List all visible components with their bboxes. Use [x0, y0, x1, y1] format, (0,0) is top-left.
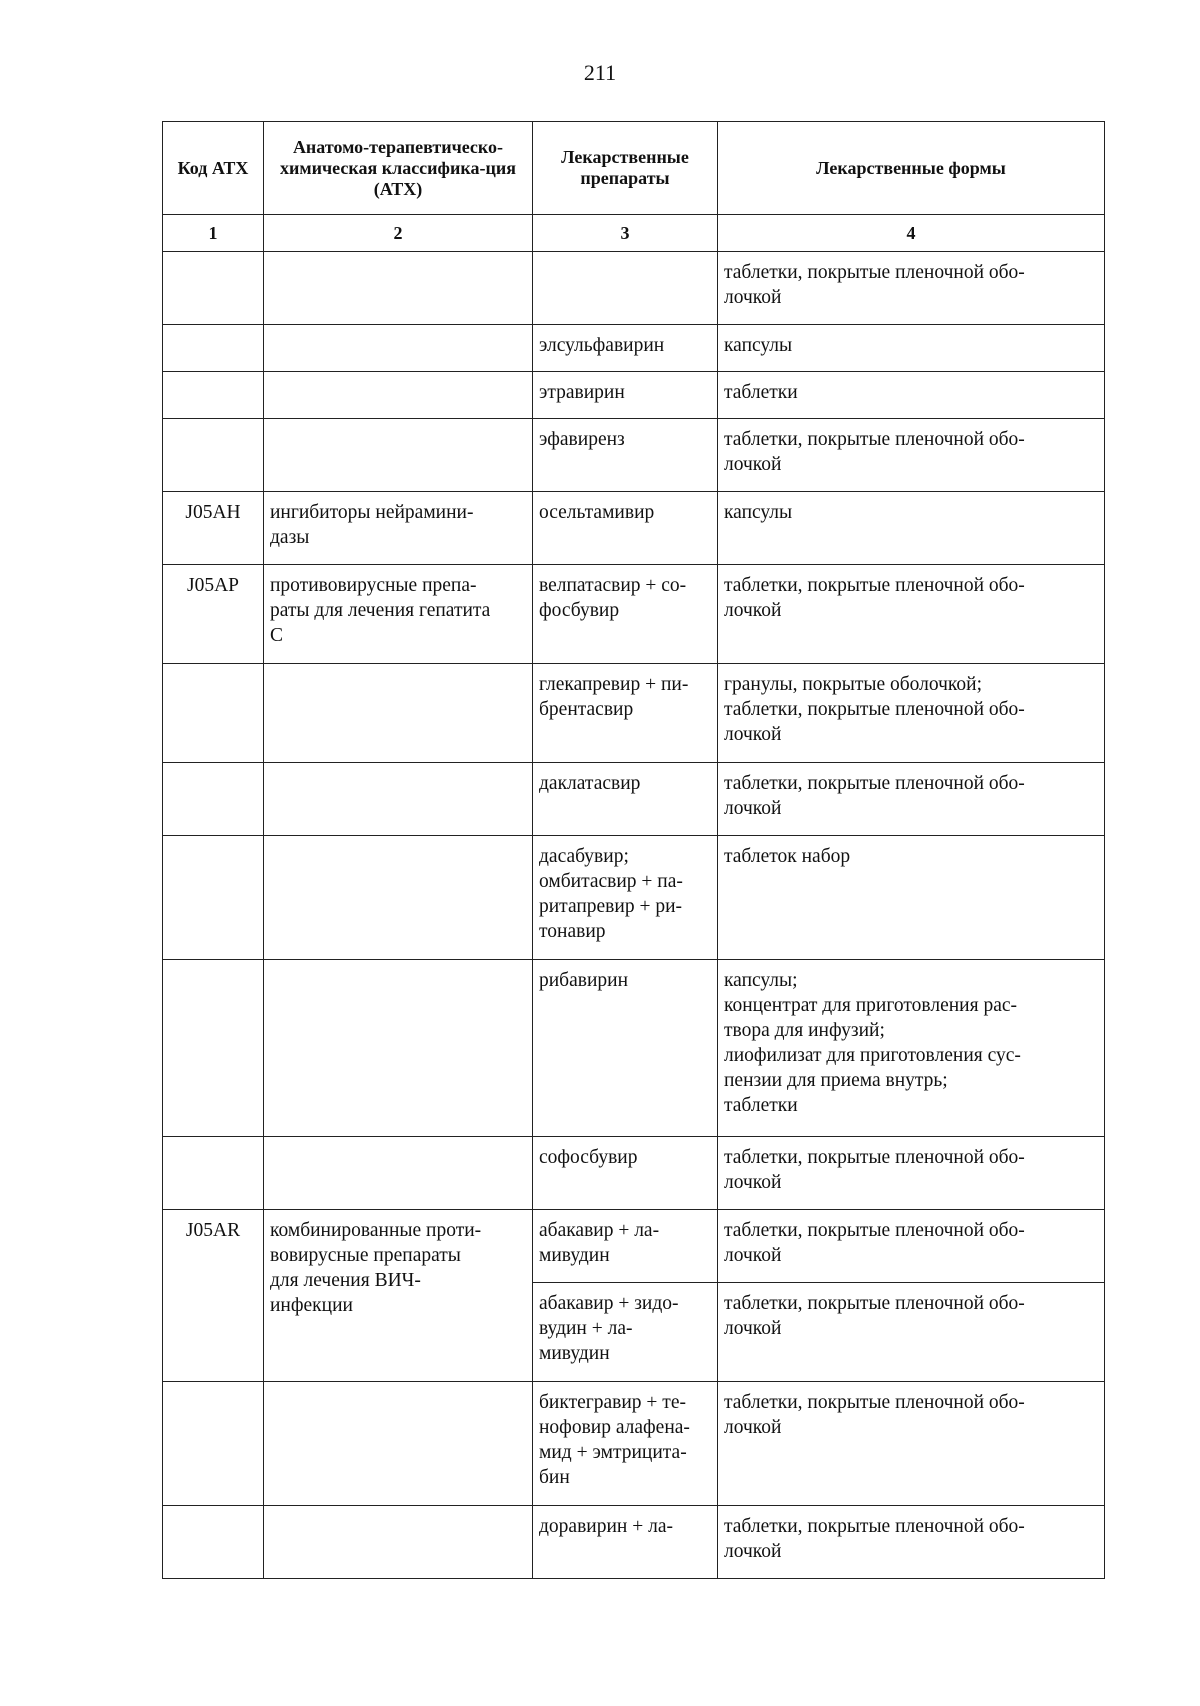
atc-class-cell — [264, 664, 533, 763]
atc-code-cell — [163, 372, 264, 419]
atc-class-cell: противовирусные препа- раты для лечения гепатита C — [264, 565, 533, 664]
table-row — [163, 372, 1105, 419]
atc-code-cell — [163, 664, 264, 763]
column-number-row — [163, 215, 1105, 252]
dosage-form-cell: таблетки, покрытые пленочной обо- лочкой — [718, 1137, 1105, 1210]
atc-class-cell — [264, 325, 533, 372]
atc-code-cell — [163, 325, 264, 372]
dosage-form-cell: таблетки, покрытые пленочной обо- лочкой — [718, 1210, 1105, 1283]
atc-class-cell — [264, 836, 533, 960]
drug-cell — [533, 252, 718, 325]
table-row — [163, 1382, 1105, 1506]
dosage-form-cell: таблетки, покрытые пленочной обо- лочкой — [718, 252, 1105, 325]
drug-cell: рибавирин — [533, 960, 718, 1137]
dosage-form-cell: таблетки, покрытые пленочной обо- лочкой — [718, 419, 1105, 492]
drug-cell: абакавир + ла- мивудин — [533, 1210, 718, 1283]
table-header-row — [163, 122, 1105, 215]
atc-class-cell: ингибиторы нейрамини- дазы — [264, 492, 533, 565]
column-number: 4 — [718, 215, 1105, 252]
header-drugs: Лекарственные препараты — [533, 122, 718, 215]
table-row — [163, 325, 1105, 372]
drug-cell: доравирин + ла- — [533, 1506, 718, 1579]
drug-cell: даклатасвир — [533, 763, 718, 836]
atc-code-cell — [163, 836, 264, 960]
dosage-form-cell: таблетки — [718, 372, 1105, 419]
drug-cell: эфавиренз — [533, 419, 718, 492]
drug-cell: биктегравир + те- нофовир алафена- мид + эмтрицита- бин — [533, 1382, 718, 1506]
dosage-form-cell: таблетки, покрытые пленочной обо- лочкой — [718, 1506, 1105, 1579]
drug-cell: софосбувир — [533, 1137, 718, 1210]
atc-class-cell — [264, 960, 533, 1137]
page-number: 211 — [583, 60, 617, 85]
atc-class-cell — [264, 419, 533, 492]
atc-drug-table — [162, 121, 1105, 1579]
table-row — [163, 1506, 1105, 1579]
atc-class-cell — [264, 252, 533, 325]
atc-code-cell — [163, 1506, 264, 1579]
dosage-form-cell: гранулы, покрытые оболочкой; таблетки, покрытые пленочной обо- лочкой — [718, 664, 1105, 763]
atc-code-cell: J05AH — [163, 492, 264, 565]
atc-code-cell: J05AR — [163, 1210, 264, 1382]
atc-class-cell: комбинированные проти- вовирусные препараты для лечения ВИЧ- инфекции — [264, 1210, 533, 1382]
atc-class-cell — [264, 1137, 533, 1210]
drug-cell: дасабувир; омбитасвир + па- ритапревир + ри- тонавир — [533, 836, 718, 960]
table-row — [163, 1210, 1105, 1283]
atc-code-cell — [163, 419, 264, 492]
dosage-form-cell: таблетки, покрытые пленочной обо- лочкой — [718, 1382, 1105, 1506]
atc-class-cell — [264, 372, 533, 419]
drug-cell: элсульфавирин — [533, 325, 718, 372]
table-row — [163, 252, 1105, 325]
atc-code-cell: J05AP — [163, 565, 264, 664]
column-number: 1 — [163, 215, 264, 252]
dosage-form-cell: таблеток набор — [718, 836, 1105, 960]
drug-cell: велпатасвир + со- фосбувир — [533, 565, 718, 664]
column-number: 2 — [264, 215, 533, 252]
atc-code-cell — [163, 252, 264, 325]
drug-cell: глекапревир + пи- брентасвир — [533, 664, 718, 763]
table-row — [163, 836, 1105, 960]
drug-cell: абакавир + зидо- вудин + ла- мивудин — [533, 1283, 718, 1382]
dosage-form-cell: таблетки, покрытые пленочной обо- лочкой — [718, 1283, 1105, 1382]
header-atc-classification: Анатомо-терапевтическо-химическая классифика-ция (АТХ) — [264, 122, 533, 215]
atc-code-cell — [163, 1382, 264, 1506]
table-row — [163, 492, 1105, 565]
header-dosage-forms: Лекарственные формы — [718, 122, 1105, 215]
table-row — [163, 565, 1105, 664]
column-number: 3 — [533, 215, 718, 252]
dosage-form-cell: капсулы; концентрат для приготовления рас- твора для инфузий; лиофилизат для приготовления сус- пензии для приема внутрь; таблетки — [718, 960, 1105, 1137]
atc-code-cell — [163, 763, 264, 836]
atc-class-cell — [264, 1506, 533, 1579]
atc-code-cell — [163, 960, 264, 1137]
dosage-form-cell: таблетки, покрытые пленочной обо- лочкой — [718, 763, 1105, 836]
atc-class-cell — [264, 763, 533, 836]
atc-code-cell — [163, 1137, 264, 1210]
dosage-form-cell: капсулы — [718, 492, 1105, 565]
drug-cell: осельтамивир — [533, 492, 718, 565]
table-row — [163, 1137, 1105, 1210]
atc-class-cell — [264, 1382, 533, 1506]
table-row — [163, 763, 1105, 836]
table-row — [163, 960, 1105, 1137]
table-row — [163, 664, 1105, 763]
drug-cell: этравирин — [533, 372, 718, 419]
table-row — [163, 419, 1105, 492]
dosage-form-cell: капсулы — [718, 325, 1105, 372]
header-atc-code: Код АТХ — [163, 122, 264, 215]
dosage-form-cell: таблетки, покрытые пленочной обо- лочкой — [718, 565, 1105, 664]
